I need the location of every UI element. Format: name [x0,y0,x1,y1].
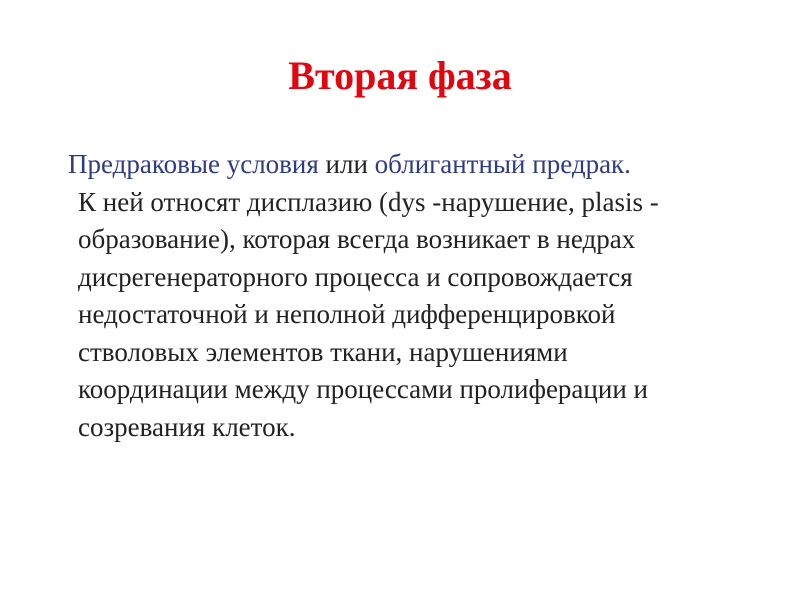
term-precancerous-conditions: Предраковые условия [68,149,319,179]
sentence-period: . [624,149,631,179]
slide-title: Вторая фаза [288,53,512,98]
body-line-8: созревания клеток. [78,411,296,442]
body-line-1 [68,146,758,184]
body-line-5: недостаточной и неполной дифференцировкой [78,299,616,329]
conjunction-text: или [318,149,375,179]
body-line-3: образование), которая всегда возникает в недрах [78,224,636,254]
body-line-4: дисрегенераторного процесса и сопровождается [78,261,633,292]
body-line-2: К ней относят дисплазию (dys -нарушение, plasis - [78,186,659,217]
slide-body-text [68,146,758,446]
body-line-6: стволовых элементов ткани, нарушениями [78,336,568,367]
term-obligate-precancer: облигантный предрак [374,149,625,179]
body-line-7: координации между процессами пролиферации и [78,374,648,404]
